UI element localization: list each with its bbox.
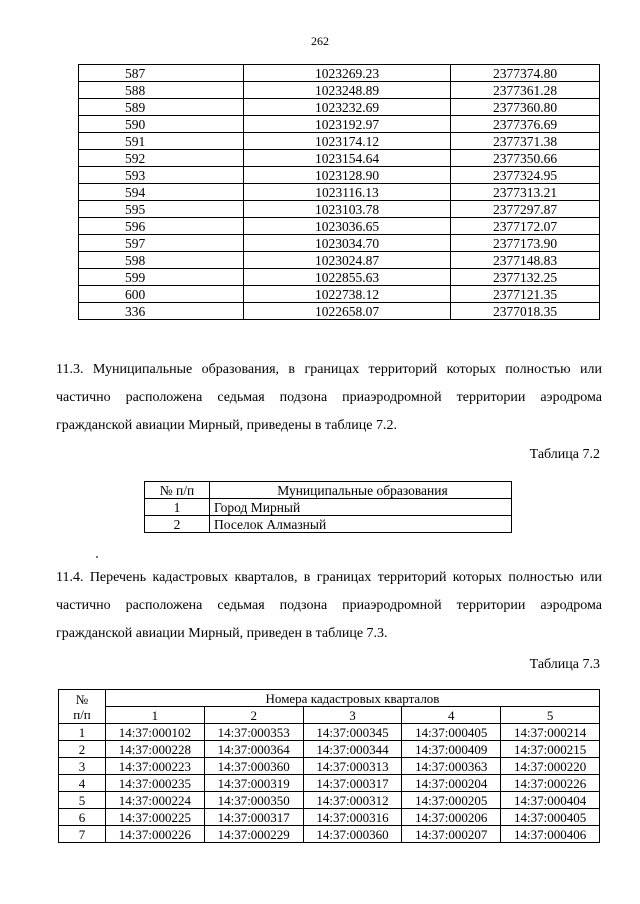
col-header-2: 2 xyxy=(204,707,303,724)
x-coordinate-cell: 1023116.13 xyxy=(244,184,451,201)
cadastral-quarter-cell: 14:37:000214 xyxy=(501,724,600,741)
cadastral-quarter-cell: 14:37:000360 xyxy=(303,826,402,843)
cadastral-quarter-cell: 14:37:000226 xyxy=(106,826,205,843)
cadastral-quarter-cell: 14:37:000404 xyxy=(501,792,600,809)
table-subheader-row xyxy=(59,707,600,724)
cadastral-quarter-cell: 14:37:000226 xyxy=(501,775,600,792)
cadastral-quarter-cell: 14:37:000317 xyxy=(204,809,303,826)
row-number-cell: 2 xyxy=(145,516,210,533)
x-coordinate-cell: 1023269.23 xyxy=(244,65,451,82)
cadastral-quarter-cell: 14:37:000409 xyxy=(402,741,501,758)
cadastral-quarter-cell: 14:37:000313 xyxy=(303,758,402,775)
x-coordinate-cell: 1023174.12 xyxy=(244,133,451,150)
table-row xyxy=(79,150,600,167)
table-header-row xyxy=(59,690,600,707)
table-row xyxy=(59,775,600,792)
col-header-group: Номера кадастровых кварталов xyxy=(106,690,600,707)
cadastral-quarter-cell: 14:37:000207 xyxy=(402,826,501,843)
row-number-cell: 4 xyxy=(59,775,106,792)
cadastral-quarter-cell: 14:37:000345 xyxy=(303,724,402,741)
cadastral-quarter-cell: 14:37:000312 xyxy=(303,792,402,809)
y-coordinate-cell: 2377121.35 xyxy=(451,286,600,303)
point-number-cell: 595 xyxy=(79,201,244,218)
cadastral-quarter-cell: 14:37:000235 xyxy=(106,775,205,792)
cadastral-quarter-cell: 14:37:000206 xyxy=(402,809,501,826)
cadastral-quarter-cell: 14:37:000353 xyxy=(204,724,303,741)
cadastral-quarter-cell: 14:37:000215 xyxy=(501,741,600,758)
x-coordinate-cell: 1023024.87 xyxy=(244,252,451,269)
municipality-cell: Поселок Алмазный xyxy=(210,516,512,533)
cadastral-quarters-table xyxy=(58,689,600,843)
table-row xyxy=(79,167,600,184)
paragraph-11-3: 11.3. Муниципальные образования, в границах территорий которых полностью или частично расположена седьмая подзона приаэродромной территории аэродрома гражданской авиации Мирный, приведены в таблице 7.2. xyxy=(56,362,602,433)
cadastral-quarter-cell: 14:37:000205 xyxy=(402,792,501,809)
cadastral-quarter-cell: 14:37:000102 xyxy=(106,724,205,741)
col-header-number: № п/п xyxy=(145,482,210,499)
point-number-cell: 597 xyxy=(79,235,244,252)
point-number-cell: 587 xyxy=(79,65,244,82)
col-header-4: 4 xyxy=(402,707,501,724)
x-coordinate-cell: 1022738.12 xyxy=(244,286,451,303)
table-7-2-caption: Таблица 7.2 xyxy=(529,447,600,462)
table-row xyxy=(79,65,600,82)
row-number-cell: 1 xyxy=(145,499,210,516)
col-header-municipality: Муниципальные образования xyxy=(210,482,512,499)
table-row xyxy=(59,826,600,843)
table-row xyxy=(59,792,600,809)
cadastral-quarter-cell: 14:37:000223 xyxy=(106,758,205,775)
y-coordinate-cell: 2377374.80 xyxy=(451,65,600,82)
y-coordinate-cell: 2377148.83 xyxy=(451,252,600,269)
y-coordinate-cell: 2377172.07 xyxy=(451,218,600,235)
y-coordinate-cell: 2377297.87 xyxy=(451,201,600,218)
table-row xyxy=(79,252,600,269)
point-number-cell: 593 xyxy=(79,167,244,184)
municipality-cell: Город Мирный xyxy=(210,499,512,516)
y-coordinate-cell: 2377376.69 xyxy=(451,116,600,133)
municipalities-table xyxy=(144,481,512,533)
point-number-cell: 599 xyxy=(79,269,244,286)
table-row xyxy=(79,116,600,133)
table-row xyxy=(79,184,600,201)
x-coordinate-cell: 1022855.63 xyxy=(244,269,451,286)
table-row xyxy=(79,286,600,303)
col-header-5: 5 xyxy=(501,707,600,724)
cadastral-quarter-cell: 14:37:000406 xyxy=(501,826,600,843)
cadastral-quarter-cell: 14:37:000204 xyxy=(402,775,501,792)
table-row xyxy=(145,516,512,533)
x-coordinate-cell: 1023232.69 xyxy=(244,99,451,116)
cadastral-quarter-cell: 14:37:000316 xyxy=(303,809,402,826)
cadastral-quarter-cell: 14:37:000224 xyxy=(106,792,205,809)
x-coordinate-cell: 1023128.90 xyxy=(244,167,451,184)
table-row xyxy=(79,235,600,252)
row-number-cell: 1 xyxy=(59,724,106,741)
table-row xyxy=(59,758,600,775)
row-number-cell: 3 xyxy=(59,758,106,775)
row-number-cell: 6 xyxy=(59,809,106,826)
y-coordinate-cell: 2377324.95 xyxy=(451,167,600,184)
scan-speck xyxy=(96,556,98,558)
point-number-cell: 591 xyxy=(79,133,244,150)
table-row xyxy=(79,99,600,116)
table-row xyxy=(145,499,512,516)
cadastral-quarter-cell: 14:37:000350 xyxy=(204,792,303,809)
x-coordinate-cell: 1023192.97 xyxy=(244,116,451,133)
y-coordinate-cell: 2377360.80 xyxy=(451,99,600,116)
point-number-cell: 598 xyxy=(79,252,244,269)
x-coordinate-cell: 1023036.65 xyxy=(244,218,451,235)
point-number-cell: 594 xyxy=(79,184,244,201)
table-row xyxy=(79,303,600,320)
cadastral-quarter-cell: 14:37:000405 xyxy=(501,809,600,826)
point-number-cell: 588 xyxy=(79,82,244,99)
x-coordinate-cell: 1023154.64 xyxy=(244,150,451,167)
x-coordinate-cell: 1023034.70 xyxy=(244,235,451,252)
col-header-number-top: № xyxy=(75,691,89,707)
table-row xyxy=(59,741,600,758)
y-coordinate-cell: 2377361.28 xyxy=(451,82,600,99)
col-header-3: 3 xyxy=(303,707,402,724)
col-header-number xyxy=(59,690,106,724)
point-number-cell: 590 xyxy=(79,116,244,133)
col-header-1: 1 xyxy=(106,707,205,724)
table-row xyxy=(79,269,600,286)
row-number-cell: 2 xyxy=(59,741,106,758)
point-number-cell: 336 xyxy=(79,303,244,320)
point-number-cell: 596 xyxy=(79,218,244,235)
x-coordinate-cell: 1022658.07 xyxy=(244,303,451,320)
page-number: 262 xyxy=(311,34,329,48)
x-coordinate-cell: 1023103.78 xyxy=(244,201,451,218)
y-coordinate-cell: 2377350.66 xyxy=(451,150,600,167)
cadastral-quarter-cell: 14:37:000344 xyxy=(303,741,402,758)
y-coordinate-cell: 2377018.35 xyxy=(451,303,600,320)
cadastral-quarter-cell: 14:37:000319 xyxy=(204,775,303,792)
point-number-cell: 600 xyxy=(79,286,244,303)
coordinates-table xyxy=(78,64,600,320)
table-row xyxy=(59,724,600,741)
cadastral-quarter-cell: 14:37:000364 xyxy=(204,741,303,758)
row-number-cell: 5 xyxy=(59,792,106,809)
table-row xyxy=(59,809,600,826)
cadastral-quarter-cell: 14:37:000405 xyxy=(402,724,501,741)
table-row xyxy=(79,218,600,235)
y-coordinate-cell: 2377173.90 xyxy=(451,235,600,252)
col-header-number-bottom: п/п xyxy=(73,706,91,722)
cadastral-quarter-cell: 14:37:000229 xyxy=(204,826,303,843)
y-coordinate-cell: 2377132.25 xyxy=(451,269,600,286)
row-number-cell: 7 xyxy=(59,826,106,843)
cadastral-quarter-cell: 14:37:000220 xyxy=(501,758,600,775)
y-coordinate-cell: 2377313.21 xyxy=(451,184,600,201)
cadastral-quarter-cell: 14:37:000225 xyxy=(106,809,205,826)
table-row xyxy=(79,133,600,150)
point-number-cell: 592 xyxy=(79,150,244,167)
y-coordinate-cell: 2377371.38 xyxy=(451,133,600,150)
table-row xyxy=(79,201,600,218)
cadastral-quarter-cell: 14:37:000363 xyxy=(402,758,501,775)
cadastral-quarter-cell: 14:37:000360 xyxy=(204,758,303,775)
table-header-row xyxy=(145,482,512,499)
table-7-3-caption: Таблица 7.3 xyxy=(529,657,600,672)
paragraph-11-4: 11.4. Перечень кадастровых кварталов, в границах территорий которых полностью или частично расположена седьмая подзона приаэродромной территории аэродрома гражданской авиации Мирный, приведен в таблице 7.3. xyxy=(56,570,602,641)
cadastral-quarter-cell: 14:37:000317 xyxy=(303,775,402,792)
cadastral-quarter-cell: 14:37:000228 xyxy=(106,741,205,758)
table-row xyxy=(79,82,600,99)
x-coordinate-cell: 1023248.89 xyxy=(244,82,451,99)
point-number-cell: 589 xyxy=(79,99,244,116)
